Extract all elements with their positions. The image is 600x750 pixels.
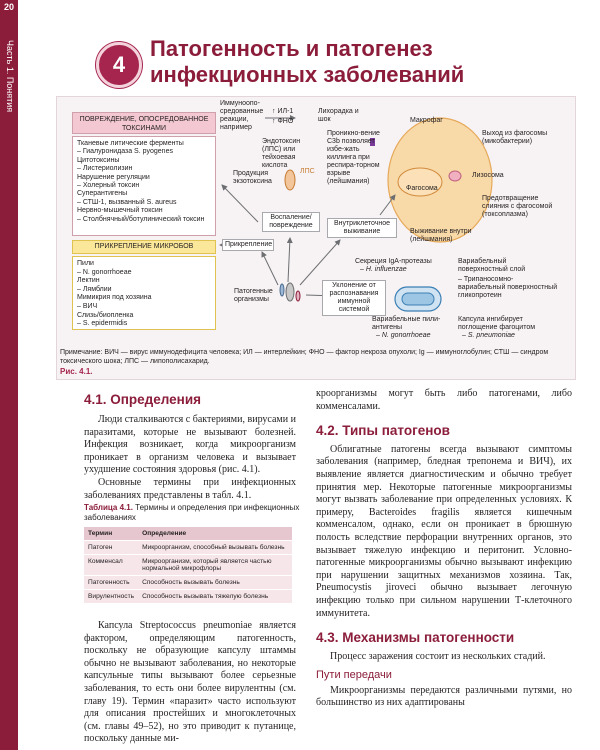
attach-item: Лектин xyxy=(77,277,100,285)
lysosome-shape xyxy=(449,171,461,181)
variable-surface-label: Вариабельный поверхностный слой xyxy=(458,258,526,273)
exit-label: Выход из фагосомы (микобактерии) xyxy=(482,130,548,145)
attach-item: Мимикрия под хозяина xyxy=(77,294,152,302)
prevent-label: Предотвращение слияния с фагосомой (токсоплазма) xyxy=(482,195,553,218)
evasion-box: Уклонение от распознавания иммунной системой xyxy=(322,280,386,316)
toxin-item: – СТШ-1, вызванный S. aureus xyxy=(77,198,177,206)
figure-note: Примечание: ВИЧ — вирус иммунодефицита человека; ИЛ — интерлейкин; ФНО — фактор некроза опухоли; Ig — иммуноглобулин; СТШ — синдром токсического шока; ЛПС — липополисахарид. xyxy=(60,349,549,365)
toxin-item: Цитотоксины xyxy=(77,156,120,164)
lps-label: ЛПС xyxy=(300,168,315,175)
page-number: 20 xyxy=(3,2,14,12)
paragraph: Микроорганизмы передаются различными путями, но большинство из них адаптированы xyxy=(316,684,572,709)
attach-item: – S. epidermidis xyxy=(77,320,128,328)
heading-definitions: 4.1. Определения xyxy=(84,392,201,407)
chapter-number-badge: 4 xyxy=(96,42,142,88)
toxin-item: Суперантигены xyxy=(77,190,128,198)
toxin-item: – Холерный токсин xyxy=(77,182,140,190)
right-column xyxy=(316,388,572,710)
chapter-title-line2: инфекционных заболеваний xyxy=(150,62,465,87)
exotoxin-bacterium-icon xyxy=(285,170,295,190)
heading-transmission: Пути передачи xyxy=(316,669,392,682)
toxin-damage-title: ПОВРЕЖДЕНИЕ, ОПОСРЕДОВАННОЕ ТОКСИНАМИ xyxy=(72,112,216,134)
table-cell: Комменсал xyxy=(84,555,138,576)
toxin-item: Нарушение регуляции xyxy=(77,173,150,181)
toxin-list xyxy=(72,136,216,236)
fno-label: ↑ ФНО xyxy=(272,118,294,125)
table-row xyxy=(84,590,292,604)
table-caption-text: Термины и определения при инфекционных заболеваниях xyxy=(84,503,300,522)
table-cell: Вирулентность xyxy=(84,590,138,604)
table-cell: Патоген xyxy=(84,541,138,555)
heading-mechanisms: 4.3. Механизмы патогенности xyxy=(316,630,515,646)
figure-caption: Рис. 4.1. xyxy=(60,367,93,376)
pathogenic-label: Патогенные организмы xyxy=(234,288,273,303)
immune-reactions-label: Иммуноопо-средованные реакции, например xyxy=(220,100,264,131)
chapter-title-line1: Патогенность и патогенез xyxy=(150,36,433,61)
toxin-item: – Гиалуронидаза S. pyogenes xyxy=(77,148,173,156)
lysosome-label: Лизосома xyxy=(472,172,504,179)
paragraph: Капсула Streptococcus pneumoniae является фактором, определяющим патогенность, поскольку не образующие капсулу штаммы обычно не вызывают заболевания, но некоторые капсульные типы вызывают более серьезные заболевания, то есть они более вирулентны (см. главу 19). Термин «паразит» часто используют для описания простейших и многоклеточных (см. главы 49–52), но это приводит к путанице, поскольку данные ми- xyxy=(84,620,296,745)
intracellular-box: Внутриклеточное выживание xyxy=(327,218,397,238)
table-row xyxy=(84,555,292,576)
table-cell: Патогенность xyxy=(84,576,138,590)
table-header-row xyxy=(84,527,292,541)
table-header: Определение xyxy=(138,527,292,541)
attach-item: Слизь/биопленка xyxy=(77,311,134,319)
attachment-title: ПРИКРЕПЛЕНИЕ МИКРОБОВ xyxy=(72,240,216,254)
paragraph: Люди сталкиваются с бактериями, вирусами и паразитами, которые не вызывают болезней. Инфекция возникает, когда микроорганизм проникает в организм человека и вызывает ухудшение состояния здоровья (рис. 4.1). xyxy=(84,414,296,476)
part-label: Часть 1. Понятия xyxy=(5,40,15,113)
table-cell: Способность вызывать тяжелую болезнь xyxy=(138,590,292,604)
attach-item: – Лямблии xyxy=(77,285,112,293)
toxin-item: Тканевые литические ферменты xyxy=(77,140,184,147)
terms-table xyxy=(84,527,292,603)
iga-org-label: – H. influenzae xyxy=(360,266,407,273)
capsule-label: Капсула ингибирует поглощение фагоцитом xyxy=(458,316,536,331)
table-cell: Способность вызывать болезнь xyxy=(138,576,292,590)
trypanosoma-label: – Трипаносомно-вариабельный поверхностный гликопротеин xyxy=(458,276,558,299)
endotoxin-label: Эндотоксин (ЛПС) или тейхоевая кислота xyxy=(262,138,301,169)
toxin-item: – Столбнячный/ботулинический токсин xyxy=(77,215,205,223)
table-caption xyxy=(84,503,304,523)
attach-item: – ВИЧ xyxy=(77,302,98,310)
iga-label: Секреция IgA-протеазы xyxy=(355,258,432,265)
inflammation-box: Воспаление/ повреждение xyxy=(262,212,320,232)
paragraph: Процесс заражения состоит из нескольких стадий. xyxy=(330,650,546,662)
il1-label: ↑ ИЛ-1 xyxy=(272,108,294,115)
fever-label: Лихорадка и шок xyxy=(318,108,359,123)
table-caption-number: Таблица 4.1. xyxy=(84,503,133,512)
variable-pili-label: Вариабельные пили-антигены xyxy=(372,316,441,331)
phagosome-label: Фагосома xyxy=(406,185,438,192)
macrophage-label: Макрофаг xyxy=(410,117,443,124)
survival-label: Выживание внутри (лейшмания) xyxy=(410,228,472,243)
table-row xyxy=(84,576,292,590)
left-column-top xyxy=(84,414,296,502)
capsule-org-label: – S. pneumoniae xyxy=(462,332,515,339)
c3b-label: Проникно-вение C3b позволяет избе-жать киллинга при респира-торном взрыве (лейшмания) xyxy=(327,130,380,185)
paragraph: Облигатные патогены всегда вызывают симптомы заболевания (например, бледная трепонема и ВИЧ), их выявление является диагностическим и обычно требует принятия мер. Некоторые патогенные микроорганизмы могут вызвать заболевание при определенных условиях. К примеру, Bacteroides fragilis является кишечным комменсалом, однако, если он проникает в брюшную полость вследствие перфорации внутренних органов, это вызывает тяжелую инфекцию и перитонит. Условно-патогенные микроорганизмы обычно вызывают инфекцию при нарушении защитных механизмов хозяина. Так, Pneumocystis jiroveci обычно вызывает легочную инфекцию только при сильном нарушении Т-клеточного иммунитета. xyxy=(316,443,572,619)
left-column-bottom xyxy=(84,620,296,746)
table-row xyxy=(84,541,292,555)
attach-item: – N. gonorrhoeae xyxy=(77,268,132,276)
exotoxin-label: Продукция экзотоксина xyxy=(233,170,272,185)
heading-pathogen-types: 4.2. Типы патогенов xyxy=(316,423,450,439)
table-cell: Микроорганизм, который является частью нормальной микрофлоры xyxy=(138,555,292,576)
table-cell: Микроорганизм, способный вызывать болезнь xyxy=(138,541,292,555)
attachment-box: Прикрепление xyxy=(222,239,274,251)
paragraph: Основные термины при инфекционных заболеваниях представлены в табл. 4.1. xyxy=(84,476,296,501)
attachment-list xyxy=(72,256,216,330)
attach-item: Пили xyxy=(77,260,94,267)
variable-pili-org-label: – N. gonorrhoeae xyxy=(376,332,431,339)
bacteria-cluster-icon xyxy=(280,283,300,301)
toxin-item: – Листериолизин xyxy=(77,165,133,173)
toxin-item: Нервно-мышечный токсин xyxy=(77,207,163,215)
table-header: Термин xyxy=(84,527,138,541)
paragraph: кроорганизмы могут быть либо патогенами, либо комменсалами. xyxy=(316,388,572,412)
